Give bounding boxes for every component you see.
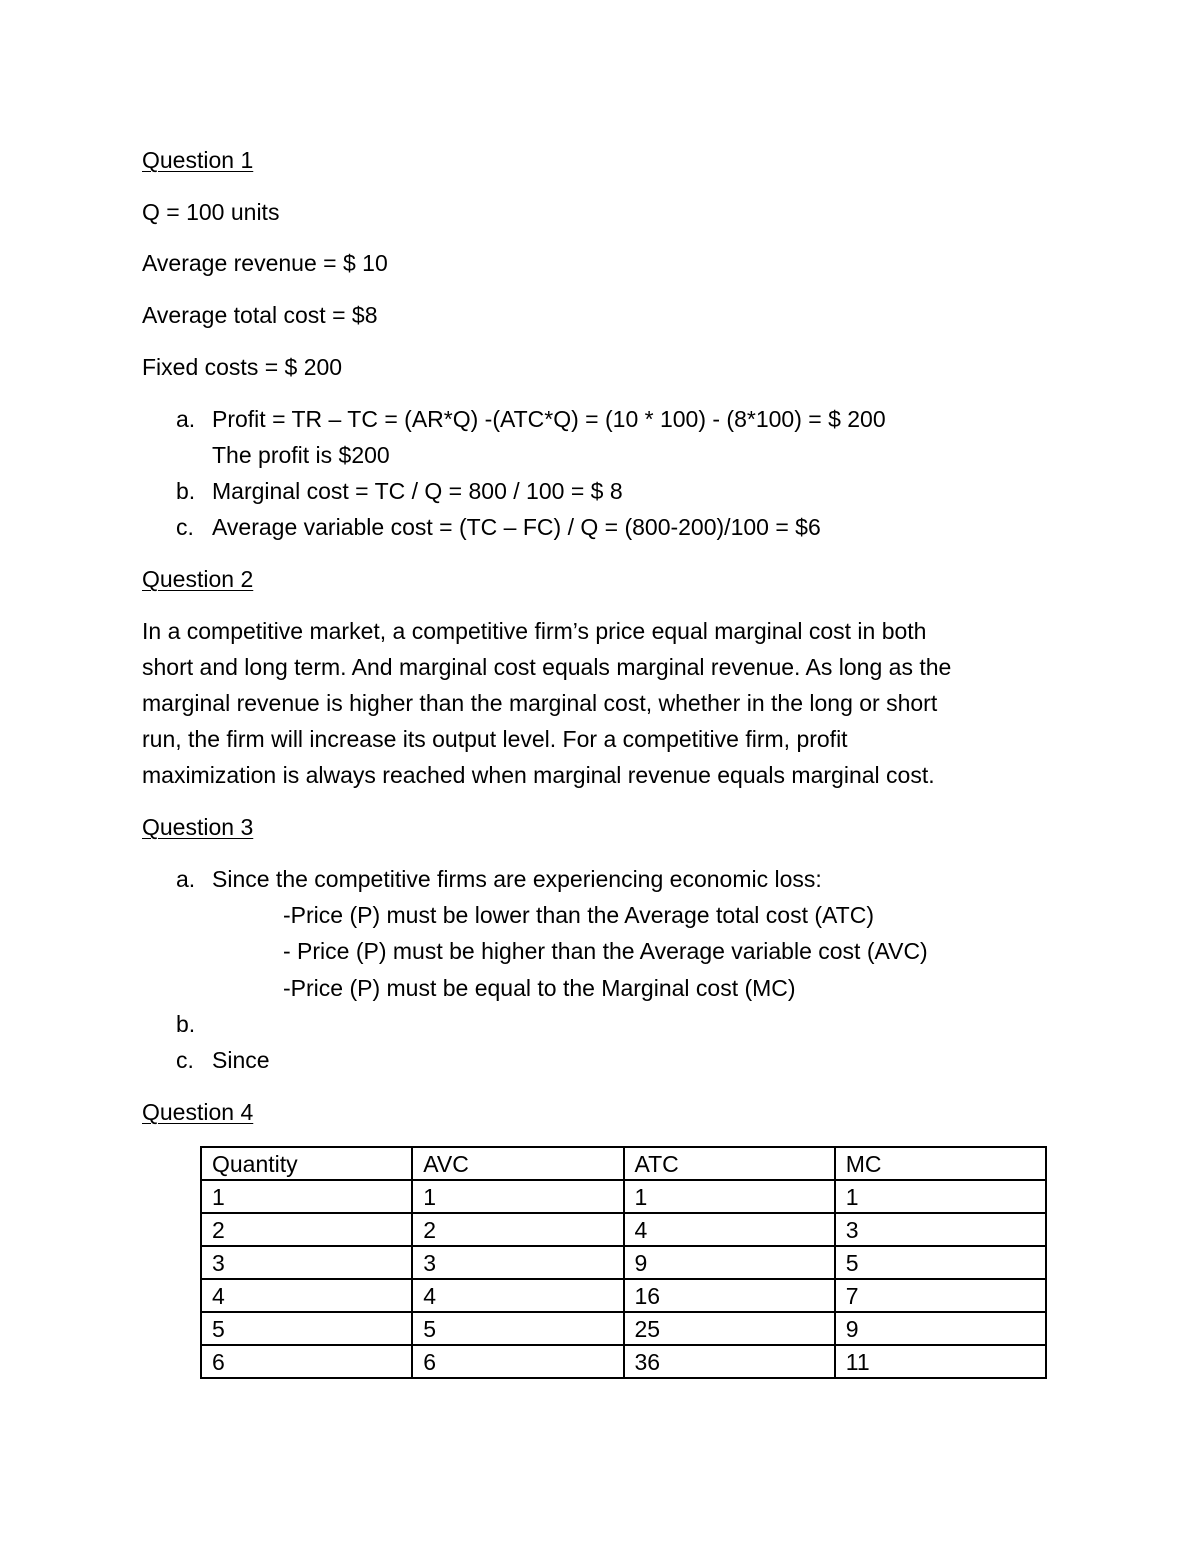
q3-item-c-label: c. (176, 1047, 194, 1073)
cost-table (200, 1146, 1047, 1379)
table-cell: 3 (201, 1246, 412, 1279)
q3-condition-mc: -Price (P) must be equal to the Marginal cost (MC) (283, 975, 796, 1001)
table-cell: 1 (624, 1180, 835, 1213)
table-cell: 1 (201, 1180, 412, 1213)
table-cell: 2 (412, 1213, 623, 1246)
question-3-heading: Question 3 (142, 814, 254, 840)
table-cell: 3 (412, 1246, 623, 1279)
given-average-revenue: Average revenue = $ 10 (142, 250, 388, 276)
q1-item-a-label: a. (176, 406, 196, 432)
table-row (201, 1180, 1046, 1213)
table-cell: 2 (201, 1213, 412, 1246)
table-cell: 1 (412, 1180, 623, 1213)
header-quantity: Quantity (201, 1147, 412, 1180)
given-average-total-cost: Average total cost = $8 (142, 302, 378, 328)
table-cell: 1 (835, 1180, 1046, 1213)
q1-item-c-text: Average variable cost = (TC – FC) / Q = (800-200)/100 = $6 (212, 514, 821, 540)
table-row (201, 1279, 1046, 1312)
given-fixed-costs: Fixed costs = $ 200 (142, 354, 343, 380)
question-1-heading: Question 1 (142, 147, 254, 173)
q2-paragraph-line: In a competitive market, a competitive firm’s price equal marginal cost in both (142, 618, 927, 644)
q3-condition-atc: -Price (P) must be lower than the Average total cost (ATC) (283, 902, 874, 928)
table-cell: 16 (624, 1279, 835, 1312)
table-cell: 4 (624, 1213, 835, 1246)
q3-condition-avc: - Price (P) must be higher than the Average variable cost (AVC) (283, 938, 928, 964)
table-cell: 4 (412, 1279, 623, 1312)
q1-item-a-text: Profit = TR – TC = (AR*Q) -(ATC*Q) = (10 * 100) - (8*100) = $ 200 (212, 406, 886, 432)
table-cell: 6 (412, 1345, 623, 1378)
header-atc: ATC (624, 1147, 835, 1180)
q3-item-b-label: b. (176, 1011, 196, 1037)
table-cell: 9 (624, 1246, 835, 1279)
header-avc: AVC (412, 1147, 623, 1180)
table-cell: 4 (201, 1279, 412, 1312)
question-4-heading: Question 4 (142, 1099, 254, 1125)
given-quantity: Q = 100 units (142, 199, 280, 225)
header-mc: MC (835, 1147, 1046, 1180)
q2-paragraph-line: short and long term. And marginal cost equals marginal revenue. As long as the (142, 654, 952, 680)
table-cell: 9 (835, 1312, 1046, 1345)
table-cell: 25 (624, 1312, 835, 1345)
table-cell: 5 (201, 1312, 412, 1345)
table-cell: 5 (412, 1312, 623, 1345)
q2-paragraph-line: marginal revenue is higher than the marginal cost, whether in the long or short (142, 690, 938, 716)
table-row (201, 1246, 1046, 1279)
table-header-row (201, 1147, 1046, 1180)
table-cell: 11 (835, 1345, 1046, 1378)
q1-item-c-label: c. (176, 514, 194, 540)
table-cell: 3 (835, 1213, 1046, 1246)
q3-item-a-text: Since the competitive firms are experiencing economic loss: (212, 866, 822, 892)
table-cell: 7 (835, 1279, 1046, 1312)
table-row (201, 1312, 1046, 1345)
question-2-heading: Question 2 (142, 566, 254, 592)
q2-paragraph-line: maximization is always reached when marginal revenue equals marginal cost. (142, 762, 935, 788)
q1-item-a-conclusion: The profit is $200 (212, 442, 390, 468)
table-row (201, 1345, 1046, 1378)
q1-item-b-label: b. (176, 478, 196, 504)
table-row (201, 1213, 1046, 1246)
q3-item-c-text: Since (212, 1047, 270, 1073)
table-cell: 5 (835, 1246, 1046, 1279)
q3-item-a-label: a. (176, 866, 196, 892)
q1-item-b-text: Marginal cost = TC / Q = 800 / 100 = $ 8 (212, 478, 623, 504)
q2-paragraph-line: run, the firm will increase its output level. For a competitive firm, profit (142, 726, 848, 752)
table-cell: 36 (624, 1345, 835, 1378)
table-cell: 6 (201, 1345, 412, 1378)
